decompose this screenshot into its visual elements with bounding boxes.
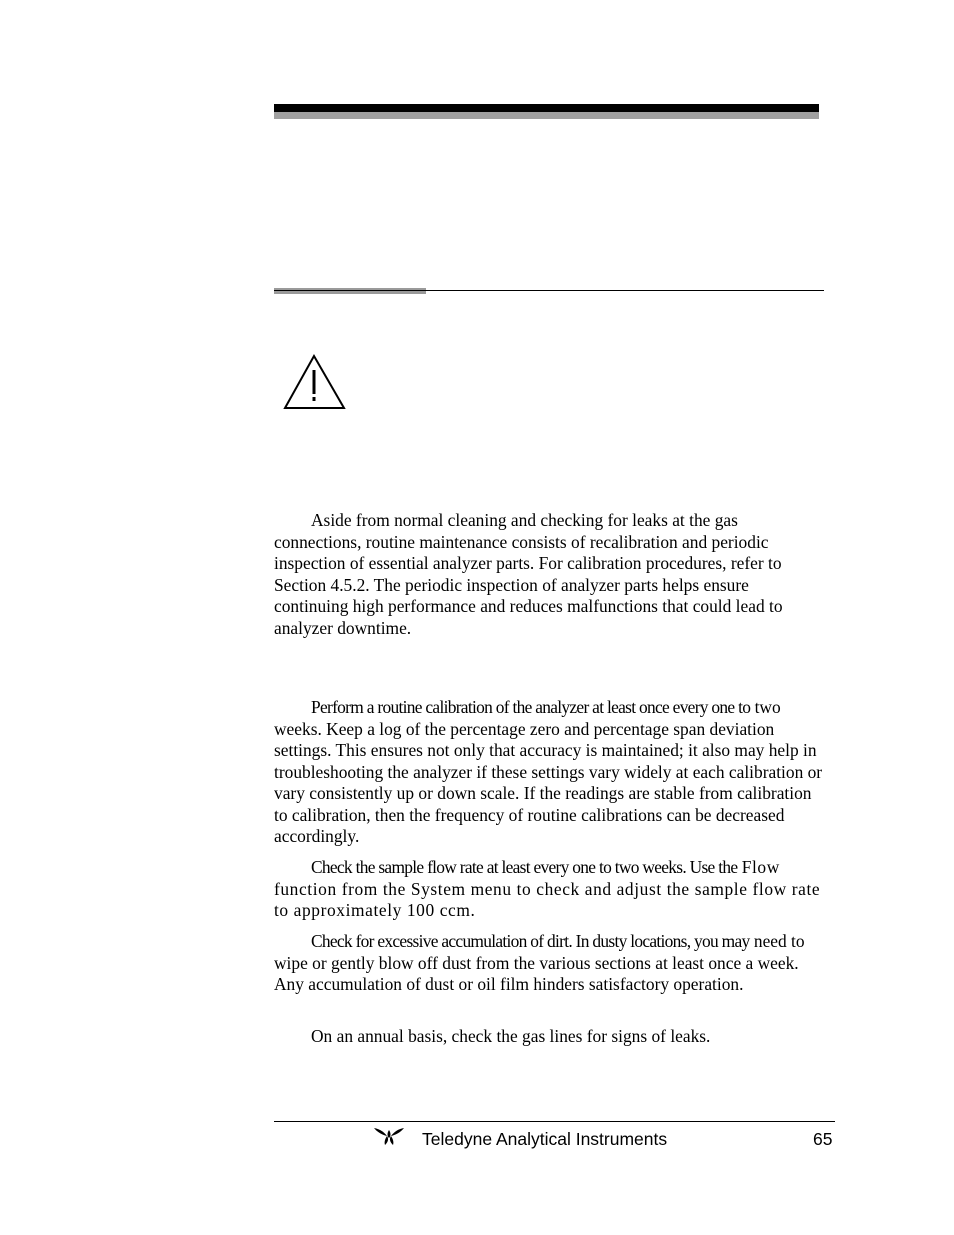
chapter-rule-gray [274, 112, 819, 119]
section-rule-accent [274, 288, 426, 294]
paragraph-gas-lines: On an annual basis, check the gas lines for signs of leaks. [311, 1026, 711, 1046]
section-rule-line [274, 290, 824, 291]
paragraph-calibration: Perform a routine calibration of the analyzer at least once every one to two weeks. Keep a log of the percentage zero and percentage span deviation settings. This ensures not only that accuracy is maintained; it also may help in troubleshooting the analyzer if these settings vary widely at each calibration or vary consistently up or down scale. If the readings are stable from calibration to calibration, then the frequency of routine calibrations can be decreased accordingly. [274, 697, 823, 846]
paragraph-maintenance-intro: Aside from normal cleaning and checking for leaks at the gas connections, routine maintenance consists of recalibration and periodic inspection of essential analyzer parts. For calibration procedures, refer to Section 4.5.2. The periodic inspection of analyzer parts helps ensure continuing high performance and reduces malfunctions that could lead to analyzer downtime. [274, 510, 783, 638]
footer-rule [274, 1121, 835, 1122]
footer-company: Teledyne Analytical Instruments [422, 1129, 668, 1149]
paragraph-flow-rate: Check the sample flow rate at least every one to two weeks. Use the Flow function from the System menu to check and adjust the sample flow rate to approximately 100 ccm. [274, 857, 821, 920]
warning-triangle-icon [282, 352, 348, 412]
page-number: 65 [813, 1129, 833, 1149]
paragraph-dirt: Check for excessive accumulation of dirt. In dusty locations, you may need to wipe or gently blow off dust from the various sections at least once a week. Any accumulation of dust or oil film hinders satisfactory operation. [274, 931, 805, 994]
teledyne-logo-icon [372, 1126, 406, 1146]
